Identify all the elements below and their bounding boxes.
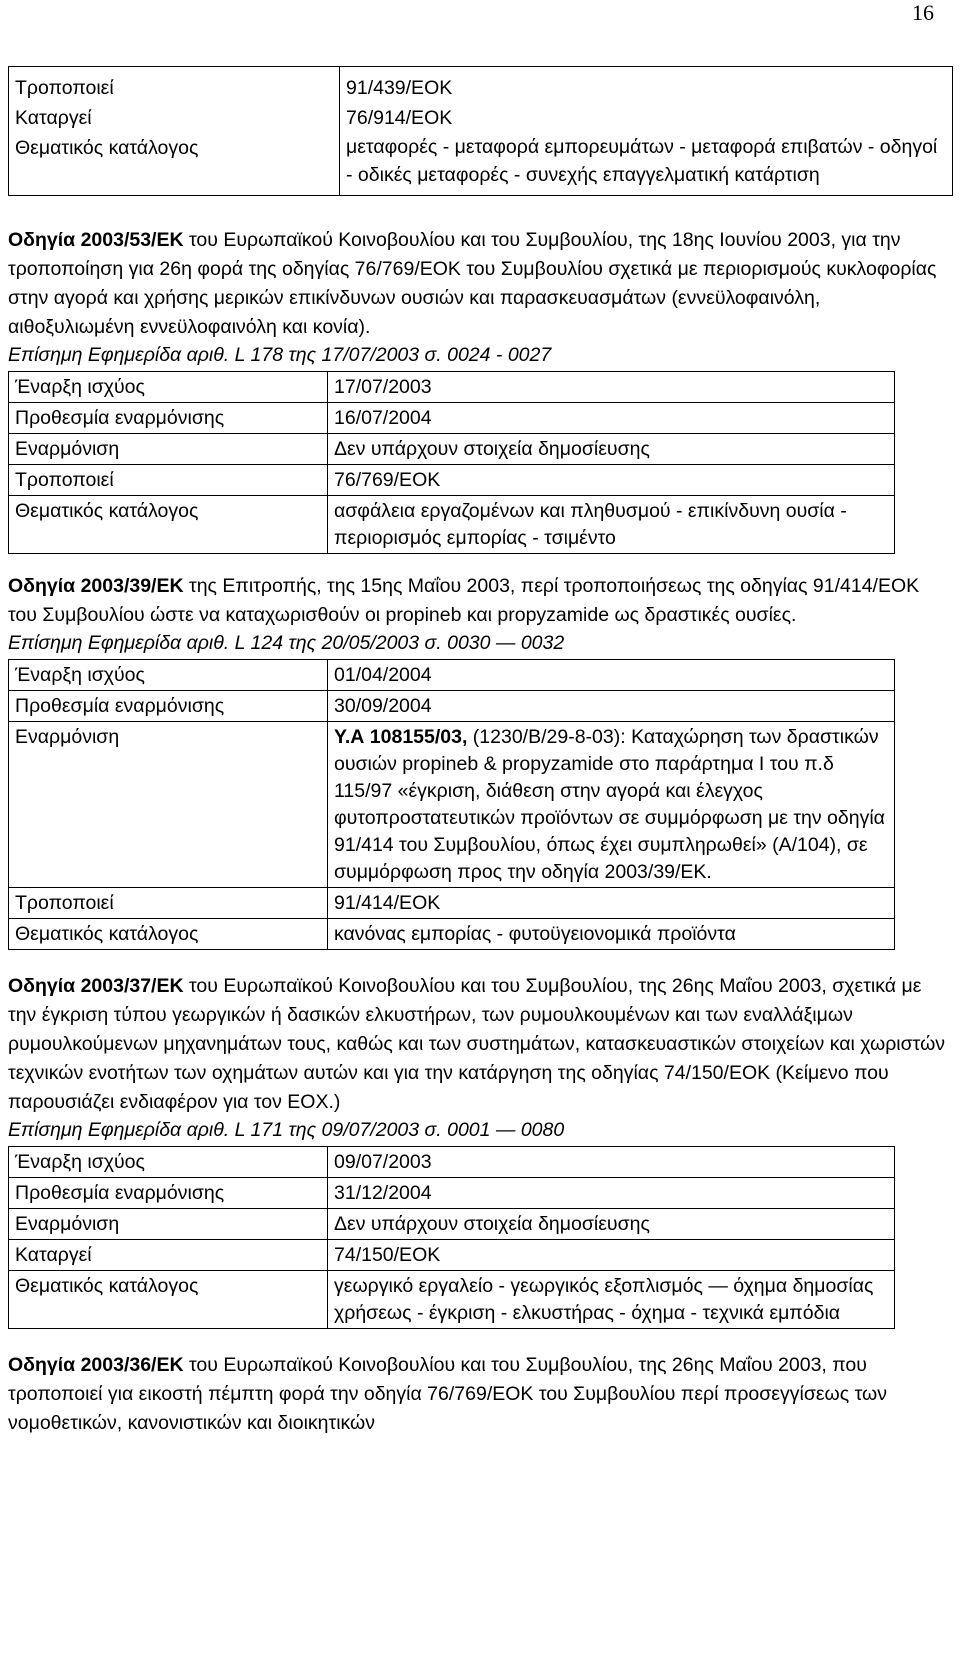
value-repeals: 76/914/ΕΟΚ [346,107,453,129]
meta-label: Έναρξη ισχύος [9,660,328,691]
directive-description: του Ευρωπαϊκού Κοινοβουλίου και του Συμβουλίου, της 26ης Μαΐου 2003, που τροποποιεί για εικοστή πέμπτη φορά την οδηγία 76/769/ΕΟΚ του Συμβουλίου περί προσεγγίσεως των νομοθετικών, κανονιστικών και διοικητικών [8,1354,887,1434]
meta-label: Καταργεί [9,1240,328,1271]
value-amends: 91/439/ΕΟΚ [346,77,453,99]
meta-value: Δεν υπάρχουν στοιχεία δημοσίευσης [328,434,895,465]
meta-value: γεωργικό εργαλείο - γεωργικός εξοπλισμός — όχημα δημοσίας χρήσεως - έγκριση - ελκυστήρας - όχημα - τεχνικά εμπόδια [328,1271,895,1329]
meta-value: 09/07/2003 [328,1147,895,1178]
meta-label: Έναρξη ισχύος [9,372,328,403]
directive-title [8,972,948,1117]
meta-value: Δεν υπάρχουν στοιχεία δημοσίευσης [328,1209,895,1240]
meta-label: Προθεσμία εναρμόνισης [9,1178,328,1209]
value-subject-index: μεταφορές - μεταφορά εμπορευμάτων - μεταφορά επιβατών - οδηγοί - οδικές μεταφορές - συνεχής επαγγελματική κατάρτιση [346,136,938,186]
directive-entry [8,1351,948,1438]
meta-value: 17/07/2003 [328,372,895,403]
directive-title [8,226,948,342]
meta-value [328,722,895,888]
directive-number: Οδηγία 2003/37/ΕΚ [8,975,184,997]
meta-label: Εναρμόνιση [9,722,328,888]
label-amends: Τροποποιεί [15,77,114,99]
harmonisation-act-text: (1230/Β/29-8-03): Καταχώρηση των δραστικών ουσιών propineb & propyzamide στο παράρτημα Ι του π.δ 115/97 «έγκριση, διάθεση στην αγορά και έλεγχος φυτοπροστατευτικών προϊόντων σε συμμόρφωση με την οδηγία 91/414 του Συμβουλίου, όπως έχει συμπληρωθεί» (Α/104), σε συμμόρφωση προς την οδηγία 2003/39/ΕΚ. [334,726,885,883]
directive-description: του Ευρωπαϊκού Κοινοβουλίου και του Συμβουλίου, της 26ης Μαΐου 2003, σχετικά με την έγκριση τύπου γεωργικών ή δασικών ελκυστήρων, των ρυμουλκουμένων και των εναλλάξιμων ρυμουλκούμενων μηχανημάτων τους, καθώς και των συστημάτων, κατασκευαστικών στοιχείων και χωριστών τεχνικών ενοτήτων των οχημάτων αυτών και για την κατάργηση της οδηγίας 74/150/ΕΟΚ (Κείμενο που παρουσιάζει ενδιαφέρον για τον ΕΟΧ.) [8,975,946,1113]
meta-label: Θεματικός κατάλογος [9,919,328,950]
top-table-values [340,67,953,196]
journal-reference: Επίσημη Εφημερίδα αριθ. L 171 της 09/07/2003 σ. 0001 — 0080 [8,1119,565,1141]
directive-number: Οδηγία 2003/39/ΕΚ [8,575,184,597]
meta-label: Τροποποιεί [9,888,328,919]
meta-label: Τροποποιεί [9,465,328,496]
meta-label: Προθεσμία εναρμόνισης [9,403,328,434]
top-table-labels [9,67,340,196]
meta-value: 31/12/2004 [328,1178,895,1209]
directive-description: του Ευρωπαϊκού Κοινοβουλίου και του Συμβουλίου, της 18ης Ιουνίου 2003, για την τροποποίηση για 26η φορά της οδηγίας 76/769/ΕΟΚ του Συμβουλίου σχετικά με περιορισμούς κυκλοφορίας στην αγορά και χρήσης μερικών επικίνδυνων ουσιών και παρασκευασμάτων (εννεϋλοφαινόλη, αιθοξυλιωμένη εννεϋλοφαινόλη και κονία). [8,229,937,338]
directive-title [8,1351,948,1438]
meta-label: Εναρμόνιση [9,434,328,465]
meta-value: 16/07/2004 [328,403,895,434]
meta-value: 01/04/2004 [328,660,895,691]
meta-value: 76/769/ΕΟΚ [328,465,895,496]
page-number: 16 [912,0,934,25]
meta-label: Προθεσμία εναρμόνισης [9,691,328,722]
label-subject-index: Θεματικός κατάλογος [15,137,199,159]
meta-value: ασφάλεια εργαζομένων και πληθυσμού - επικίνδυνη ουσία - περιορισμός εμπορίας - τσιμέντο [328,496,895,554]
document-body [8,66,948,1438]
directive-number: Οδηγία 2003/36/ΕΚ [8,1354,184,1376]
directive-title [8,572,948,630]
harmonisation-act-number: Υ.Α 108155/03, [334,726,468,748]
meta-label: Έναρξη ισχύος [9,1147,328,1178]
meta-label: Εναρμόνιση [9,1209,328,1240]
directive-number: Οδηγία 2003/53/ΕΚ [8,229,184,251]
meta-value: 91/414/ΕΟΚ [328,888,895,919]
meta-value: 30/09/2004 [328,691,895,722]
meta-label: Θεματικός κατάλογος [9,1271,328,1329]
meta-label: Θεματικός κατάλογος [9,496,328,554]
label-repeals: Καταργεί [15,107,92,129]
top-table [8,66,953,196]
meta-value: 74/150/ΕΟΚ [328,1240,895,1271]
directive-meta-table [8,1146,895,1329]
directive-entry [8,226,948,554]
directive-description: της Επιτροπής, της 15ης Μαΐου 2003, περί τροποποιήσεως της οδηγίας 91/414/ΕΟΚ του Συμβουλίου ώστε να καταχωρισθούν οι propineb και propyzamide ως δραστικές ουσίες. [8,575,920,626]
directive-meta-table [8,659,895,950]
meta-value: κανόνας εμπορίας - φυτοϋγειονομικά προϊόντα [328,919,895,950]
journal-reference: Επίσημη Εφημερίδα αριθ. L 178 της 17/07/2003 σ. 0024 - 0027 [8,344,552,366]
directive-meta-table [8,371,895,554]
directive-entry [8,972,948,1329]
journal-reference: Επίσημη Εφημερίδα αριθ. L 124 της 20/05/2003 σ. 0030 — 0032 [8,632,565,654]
directive-entry [8,572,948,950]
